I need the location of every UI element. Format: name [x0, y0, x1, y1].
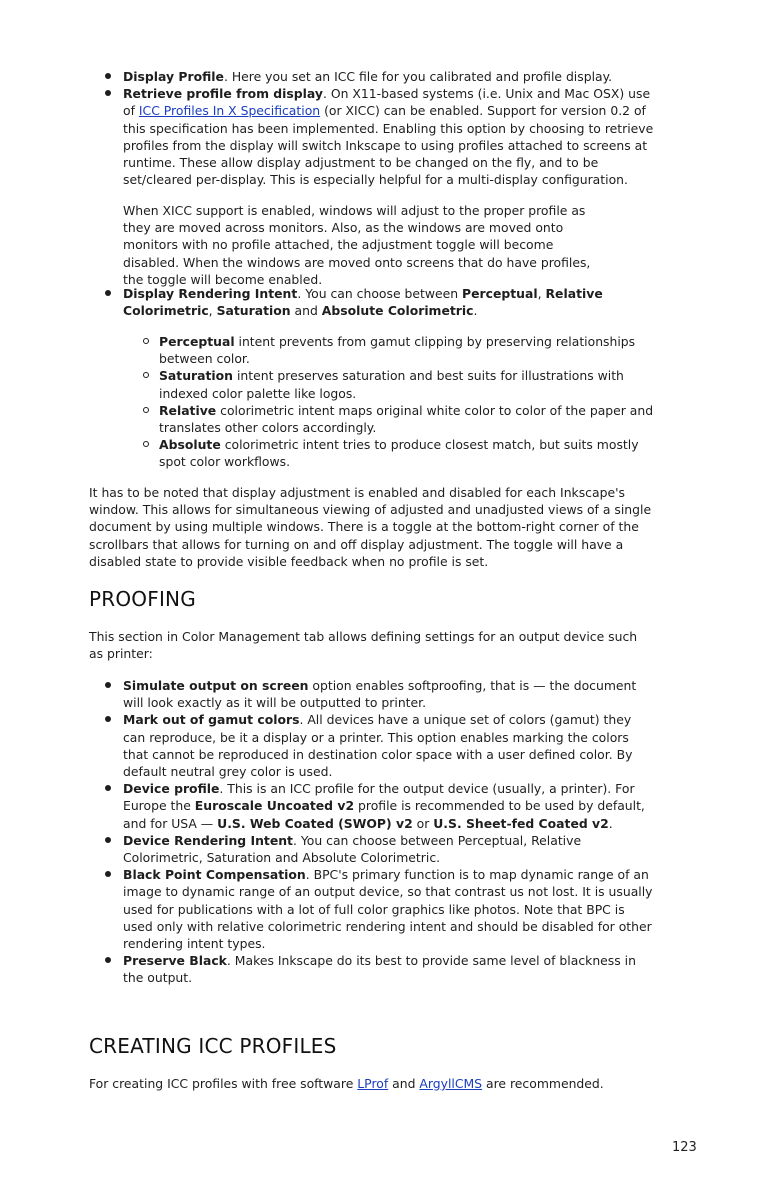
term-display-profile: Display Profile	[123, 69, 224, 84]
xicc-paragraph: When XICC support is enabled, windows will adjust to the proper profile as they are moved across monitors. Also, as the windows are moved onto monitors with no profile attached, the adjustment toggle will become disabled. When the windows are moved onto screens that do have profiles, the toggle will become enabled.	[123, 203, 591, 287]
argyllcms-link[interactable]: ArgyllCMS	[419, 1076, 483, 1091]
list-item: Black Point Compensation. BPC's primary function is to map dynamic range of an image to dynamic range of an output device, so that contrast us not lost. It is usually used for publications with a lot of full color graphics like photos. Note that BPC is used only with relative colorimetric rendering intent and should be disabled for other rendering intent types.	[89, 866, 655, 952]
rendering-intent-list	[89, 285, 649, 319]
icc-profiles-x-spec-link[interactable]: ICC Profiles In X Specification	[138, 103, 321, 119]
list-item: Mark out of gamut colors. All devices have a unique set of colors (gamut) they can reproduce, be it a display or a printer. This option enables marking the colors that cannot be reproduced in destination color space with a user defined color. By default neutral grey color is used.	[89, 711, 655, 780]
proofing-heading: PROOFING	[89, 587, 196, 611]
list-item: Absolute colorimetric intent tries to produce closest match, but suits mostly spot color workflows.	[89, 436, 655, 470]
page-number: 123	[672, 1140, 697, 1155]
proofing-intro: This section in Color Management tab allows defining settings for an output device such as printer:	[89, 629, 638, 662]
list-item: Display Rendering Intent. You can choose between Perceptual, Relative Colorimetric, Saturation and Absolute Colorimetric.	[89, 285, 649, 319]
term-retrieve-profile: Retrieve profile from display	[123, 86, 323, 102]
icc-paragraph: For creating ICC profiles with free software LProf and ArgyllCMS are recommended.	[89, 1076, 604, 1091]
lprof-link[interactable]: LProf	[357, 1076, 389, 1091]
display-note-paragraph: It has to be noted that display adjustment is enabled and disabled for each Inkscape's window. This allows for simultaneous viewing of adjusted and unadjusted views of a single document by using multiple windows. There is a toggle at the bottom-right corner of the scrollbars that allows for turning on and off display adjustment. The toggle will have a disabled state to provide visible feedback when no profile is set.	[89, 485, 652, 569]
proofing-options-list	[89, 677, 655, 987]
list-item: Relative colorimetric intent maps original white color to color of the paper and translates other colors accordingly.	[89, 402, 655, 436]
term-display-rendering-intent: Display Rendering Intent	[123, 286, 298, 301]
list-item: Preserve Black. Makes Inkscape do its best to provide same level of blackness in the output.	[89, 952, 655, 986]
display-options-list	[89, 68, 659, 188]
list-item: Perceptual intent prevents from gamut clipping by preserving relationships between color.	[89, 333, 655, 367]
creating-icc-heading: CREATING ICC PROFILES	[89, 1034, 337, 1058]
intent-types-list	[89, 333, 655, 471]
list-item: Device profile. This is an ICC profile for the output device (usually, a printer). For Europe the Euroscale Uncoated v2 profile is recommended to be used by default, and for USA — U.S. Web Coated (SWOP) v2 or U.S. Sheet-fed Coated v2.	[89, 780, 655, 832]
list-item: Retrieve profile from display. On X11-based systems (i.e. Unix and Mac OSX) use of ICC Profiles In X Specification (or XICC) can be enabled. Support for version 0.2 of this specification has been implemented. Enabling this option by choosing to retrieve profiles from the display will switch Inkscape to using profiles attached to screens at runtime. These allow display adjustment to be changed on the fly, and to be set/cleared per-display. This is especially helpful for a multi-display configuration.	[89, 85, 659, 188]
list-item: Device Rendering Intent. You can choose between Perceptual, Relative Colorimetric, Saturation and Absolute Colorimetric.	[89, 832, 655, 866]
list-item: Saturation intent preserves saturation and best suits for illustrations with indexed color palette like logos.	[89, 367, 655, 401]
list-item: Display Profile. Here you set an ICC file for you calibrated and profile display.	[89, 68, 659, 85]
list-item: Simulate output on screen option enables softproofing, that is — the document will look exactly as it will be outputted to printer.	[89, 677, 655, 711]
